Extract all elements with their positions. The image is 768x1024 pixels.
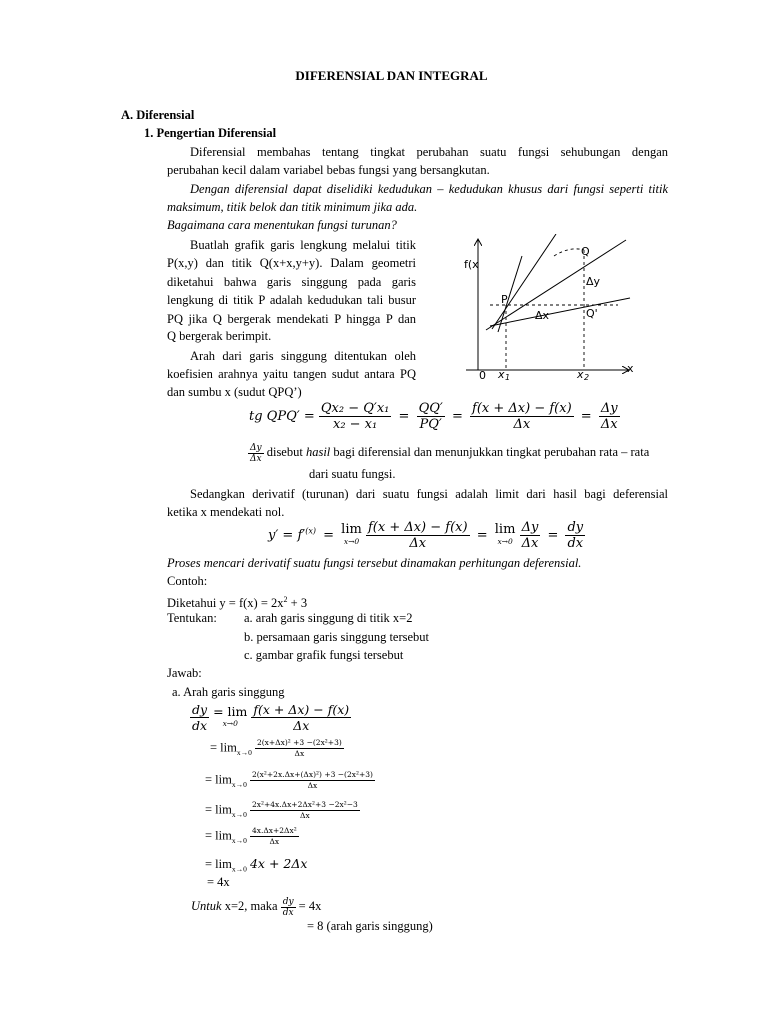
eq-lhs: y′ = f′: [268, 528, 306, 543]
eq-lhs: tg QPQ′ =: [249, 409, 315, 424]
paragraph-line: Q bergerak berimpit.: [167, 329, 272, 343]
paragraph-line: koefisien arahnya yaitu tangen sudut antara PQ: [167, 367, 416, 381]
fraction-denominator: x₂ − x₁: [332, 417, 378, 432]
point-p-label: P: [501, 293, 508, 306]
hasil-bagi-line: [248, 438, 649, 466]
inline-text: hasil: [305, 445, 331, 459]
fraction-numerator: Δy: [250, 442, 262, 453]
x-axis-label: x: [627, 362, 634, 375]
fraction-numerator: Qx₂ − Q′x₁: [320, 401, 390, 416]
equals-sign: =: [547, 528, 559, 543]
y-axis-label: f(x: [464, 258, 479, 271]
paragraph-line: P(x,y) dan titik Q(x+x,y+y). Dalam geometri: [167, 256, 416, 270]
fraction-denominator: Δx: [250, 453, 262, 464]
inline-text: disebut: [263, 445, 306, 459]
contoh-label: Contoh:: [167, 574, 208, 588]
limit-subscript: x→0: [231, 864, 247, 874]
equals-sign: =: [451, 409, 463, 424]
point-q-prime-label: Q': [586, 307, 598, 320]
paragraph-line: dari suatu fungsi.: [309, 467, 396, 481]
limit-operator: = lim: [205, 802, 232, 817]
task-item: c. gambar grafik fungsi tersebut: [244, 648, 404, 662]
expression: 4x + 2Δx: [249, 856, 308, 871]
solution-step: = 4x: [207, 875, 230, 889]
paragraph-line: Diferensial membahas tentang tingkat perubahan suatu fungsi sehubungan dengan: [190, 145, 668, 159]
fraction-denominator: Δx: [513, 417, 531, 432]
curve-line: [490, 298, 630, 326]
paragraph-line: Dengan diferensial dapat diselidiki kedudukan – kedudukan khusus dari fungsi seperti titik: [190, 182, 668, 196]
paragraph-line: ketika x mendekati nol.: [167, 505, 285, 519]
question-text: Bagaimana cara menentukan fungsi turunan?: [167, 218, 397, 232]
equals-sign: =: [580, 409, 592, 424]
fraction-denominator: PQ′: [419, 417, 442, 432]
tentukan-label: Tentukan:: [167, 611, 217, 625]
fraction-numerator: 2(x²+2x.Δx+(Δx)²) +3 −(2x²+3): [251, 770, 373, 779]
task-item: b. persamaan garis singgung tersebut: [244, 630, 430, 644]
equals-sign: =: [476, 528, 488, 543]
fraction-numerator: 2(x+Δx)² +3 −(2x²+3): [256, 738, 342, 747]
limit-operator: = lim: [213, 703, 248, 719]
inline-text: + 3: [287, 596, 308, 611]
limit-operator: = lim: [210, 740, 237, 755]
limit-operator: lim: [494, 521, 516, 537]
limit-subscript: x→0: [231, 809, 247, 819]
equals-sign: =: [398, 409, 410, 424]
solution-step: [210, 738, 344, 760]
limit-operator: = lim: [205, 857, 232, 871]
x2-tick-subscript: 2: [584, 373, 590, 382]
inline-text: Diketahui y = f(x) = 2x: [167, 596, 284, 611]
x1-tick-label: x: [498, 368, 505, 381]
fraction-denominator: dx: [282, 907, 294, 918]
subsection-heading-1: 1. Pengertian Diferensial: [144, 126, 277, 140]
fraction-numerator: f(x + Δx) − f(x): [472, 401, 572, 416]
solution-step: [205, 800, 360, 822]
origin-label: 0: [479, 369, 486, 382]
inline-text: = 4x: [295, 899, 322, 913]
paragraph-line: Sedangkan derivatif (turunan) dari suatu fungsi adalah limit dari hasil bagi deferensial: [190, 487, 668, 501]
paragraph-line: maksimum, titik belok dan titik minimum jika ada.: [167, 200, 418, 214]
solution-step: [190, 702, 351, 733]
paragraph-line: Arah dari garis singgung ditentukan oleh: [190, 349, 416, 363]
limit-subscript: x→0: [222, 718, 238, 728]
paragraph-line: PQ jika Q bergerak mendekati P hingga P dan: [167, 312, 416, 326]
page-title: DIFERENSIAL DAN INTEGRAL: [295, 68, 488, 83]
proses-text: Proses mencari derivatif suatu fungsi tersebut dinamakan perhitungan deferensial.: [167, 556, 582, 570]
fraction-numerator: dy: [282, 896, 294, 907]
fraction-numerator: f(x + Δx) − f(x): [367, 520, 468, 535]
limit-subscript: x→0: [497, 536, 513, 546]
fraction-denominator: Δx: [294, 749, 305, 758]
fraction-denominator: Δx: [293, 718, 310, 733]
diketahui-line: [167, 592, 307, 611]
x2-tick-label: x: [577, 368, 584, 381]
limit-operator: = lim: [205, 772, 232, 787]
limit-subscript: x→0: [231, 779, 247, 789]
limit-operator: lim: [341, 521, 362, 537]
limit-subscript: x→0: [236, 747, 252, 757]
solution-step: [205, 770, 375, 792]
delta-y-label: Δy: [586, 275, 601, 288]
paragraph-line: lengkung di titik P adalah kedudukan tali busur: [167, 293, 416, 307]
superscript: 2: [283, 595, 288, 604]
fraction-numerator: dy: [192, 702, 208, 717]
fraction-numerator: dy: [567, 520, 584, 535]
fraction-denominator: Δx: [269, 837, 280, 846]
fraction-numerator: Δy: [600, 401, 618, 416]
paragraph-line: diketahui bahwa garis singgung pada garis: [167, 275, 416, 289]
fraction-denominator: Δx: [300, 811, 310, 820]
fraction-numerator: f(x + Δx) − f(x): [253, 702, 350, 717]
secant-line: [486, 240, 626, 330]
limit-operator: = lim: [205, 828, 232, 843]
secant-tangent-graph: [446, 234, 646, 384]
task-item: a. arah garis singgung di titik x=2: [244, 611, 413, 625]
fraction-denominator: Δx: [409, 536, 427, 551]
jawab-label: Jawab:: [167, 666, 202, 680]
fraction-denominator: dx: [192, 718, 208, 733]
equation-tangent-ratio: [249, 401, 620, 432]
point-q-label: Q: [581, 245, 590, 258]
fraction-denominator: Δx: [521, 536, 539, 551]
x1-tick-subscript: 1: [505, 373, 511, 382]
eq-superscript: (x): [305, 526, 316, 536]
limit-subscript: x→0: [343, 536, 360, 546]
inline-text: Untuk: [191, 899, 222, 913]
inline-text: bagi diferensial dan menunjukkan tingkat perubahan rata – rata: [330, 445, 650, 459]
limit-subscript: x→0: [231, 835, 247, 845]
final-answer: = 8 (arah garis singgung): [307, 919, 433, 933]
equation-derivative-definition: [268, 520, 585, 551]
paragraph-line: dan sumbu x (sudut QPQ’): [167, 385, 302, 399]
fraction-denominator: dx: [567, 536, 584, 551]
delta-x-label: Δx: [535, 309, 550, 322]
fraction-denominator: Δx: [307, 781, 318, 790]
fraction-denominator: Δx: [600, 417, 618, 432]
fraction-numerator: 4x.Δx+2Δx²: [251, 826, 297, 835]
paragraph-line: perubahan kecil dalam variabel bebas fungsi yang bersangkutan.: [167, 163, 490, 177]
inline-text: x=2, maka: [221, 899, 281, 913]
section-heading-a: A. Diferensial: [121, 108, 195, 122]
equals-sign: =: [323, 528, 335, 543]
untuk-line: [191, 895, 321, 918]
answer-a-heading: a. Arah garis singgung: [172, 685, 285, 699]
fraction-numerator: Δy: [521, 520, 539, 535]
paragraph-line: Buatlah grafik garis lengkung melalui titik: [190, 238, 416, 252]
solution-step: [205, 826, 299, 848]
fraction-numerator: QQ′: [418, 401, 443, 416]
fraction-numerator: 2x²+4x.Δx+2Δx²+3 −2x²−3: [251, 800, 358, 809]
